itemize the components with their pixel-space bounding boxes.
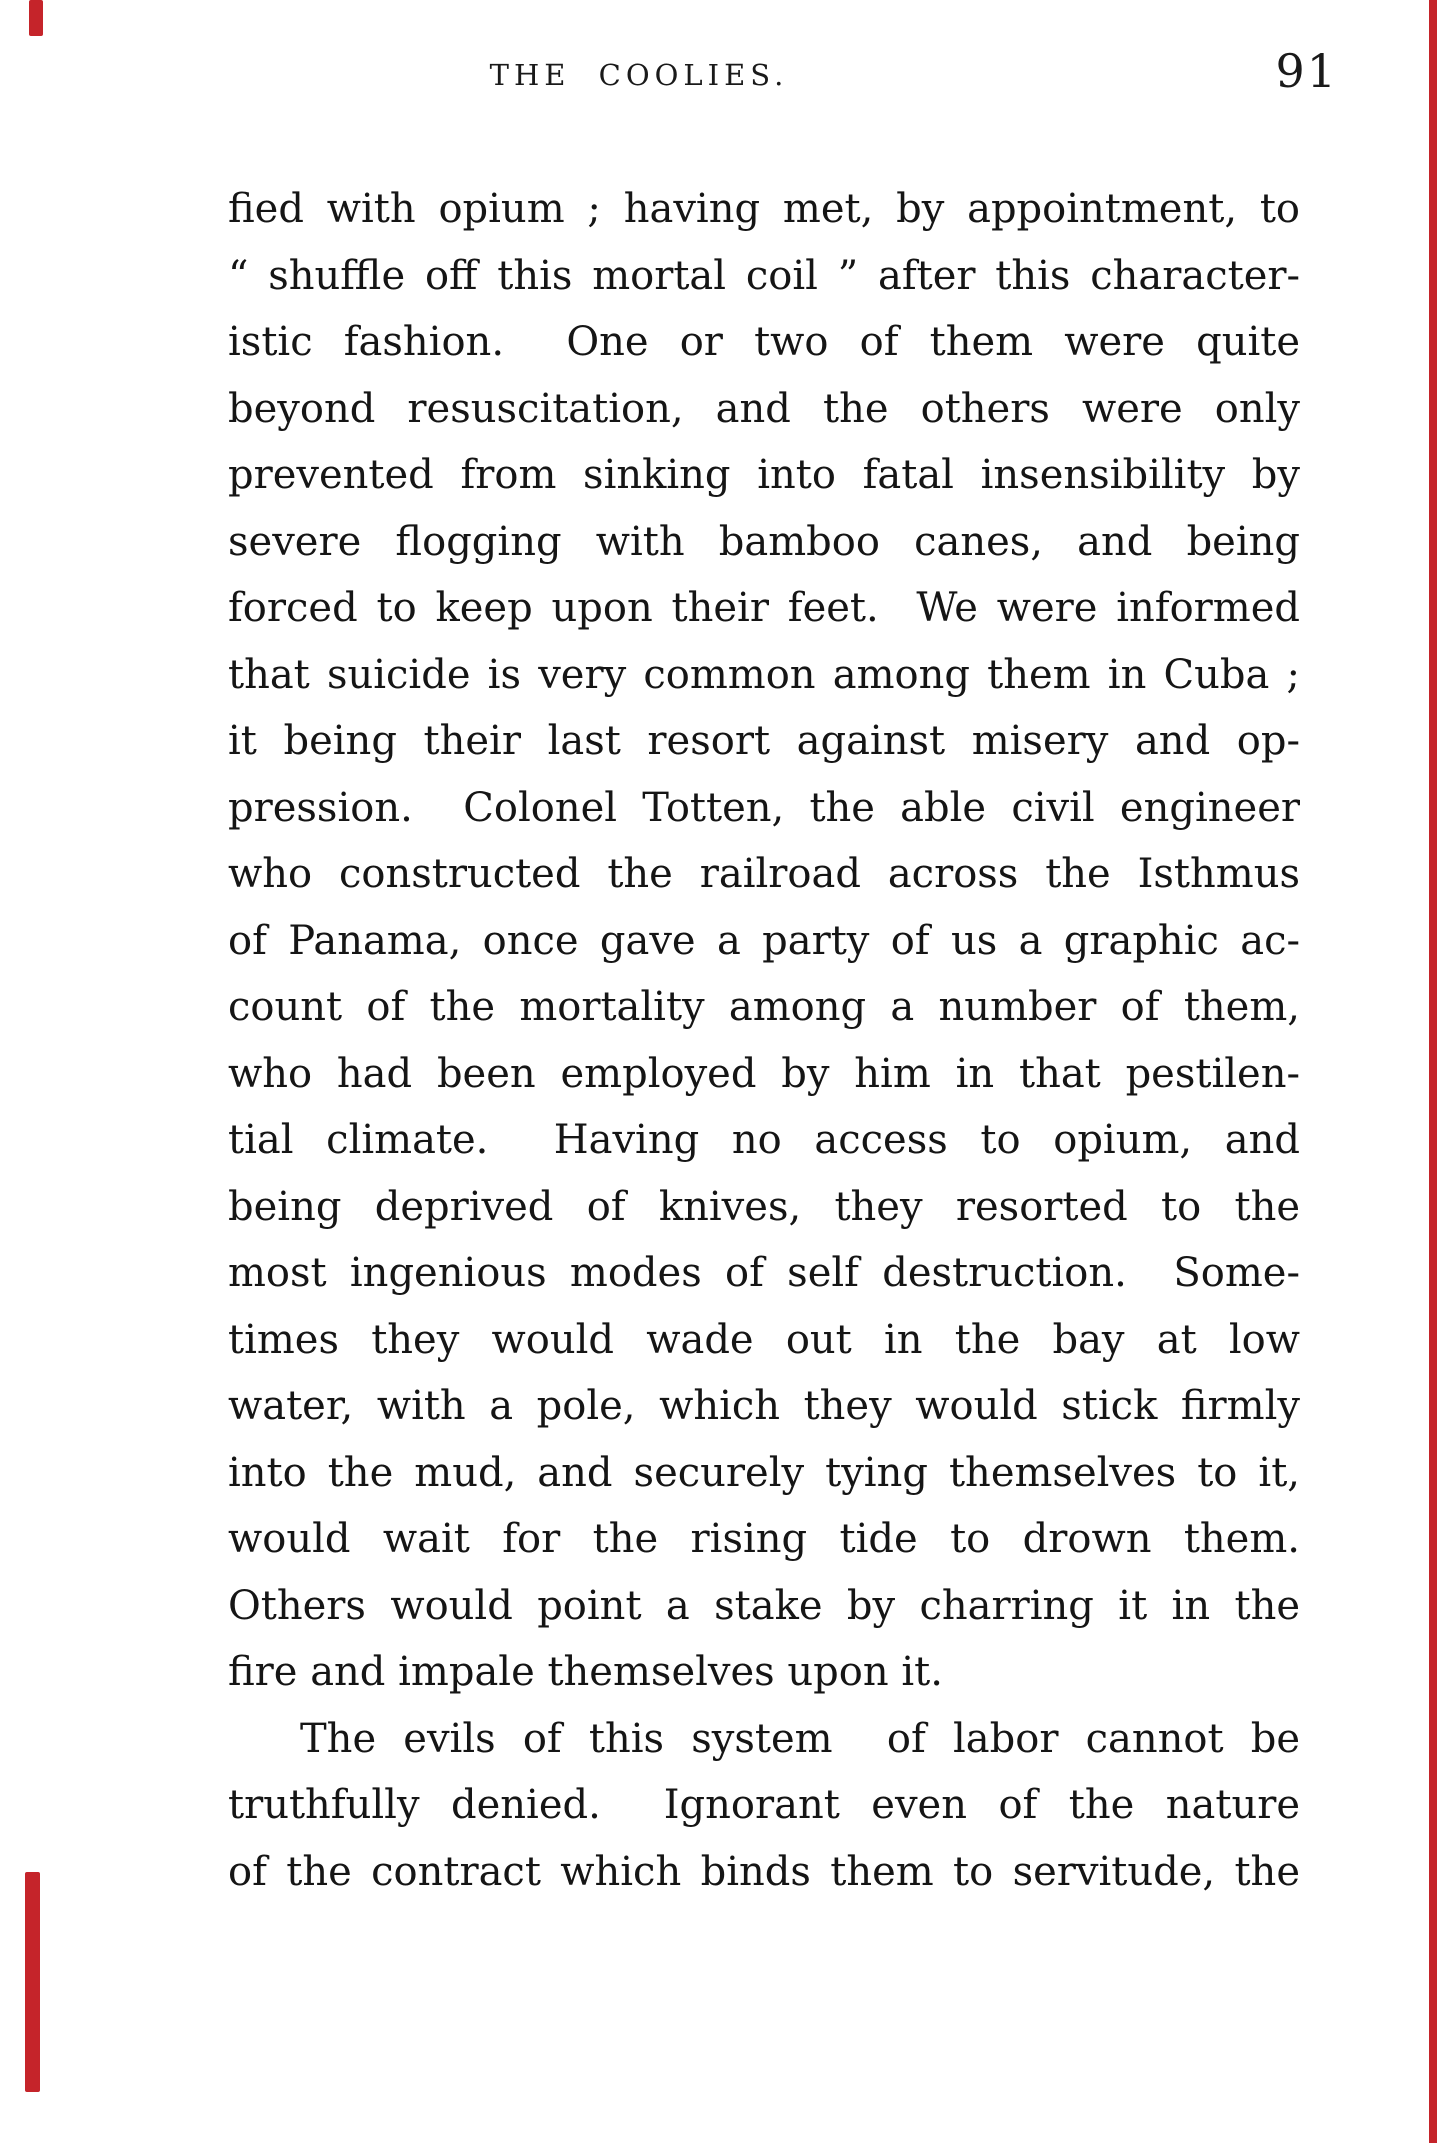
page-header xyxy=(0,58,1278,92)
text-line: Others would point a stake by charring it in the xyxy=(228,1582,1300,1629)
text-line: of the contract which binds them to servitude, the xyxy=(228,1848,1300,1895)
text-line: water, with a pole, which they would stick firmly xyxy=(228,1383,1300,1429)
body-text xyxy=(228,176,1300,1905)
scan-edge-artifact-right xyxy=(1429,0,1437,2143)
text-line: forced to keep upon their feet. We were informed xyxy=(228,585,1300,631)
text-line: most ingenious modes of self destruction. Some- xyxy=(228,1250,1300,1296)
text-line: The evils of this system of labor cannot be xyxy=(300,1715,1300,1762)
text-line: beyond resuscitation, and the others were only xyxy=(228,385,1300,432)
text-line: truthfully denied. Ignorant even of the nature xyxy=(228,1782,1300,1828)
text-line: fied with opium ; having met, by appointment, to xyxy=(228,186,1300,232)
text-line: who constructed the railroad across the Isthmus xyxy=(228,851,1300,897)
text-line: prevented from sinking into fatal insensibility by xyxy=(228,452,1300,498)
text-line: severe flogging with bamboo canes, and being xyxy=(228,518,1300,565)
page-title: THE COOLIES. xyxy=(489,58,789,92)
text-line: that suicide is very common among them in Cuba ; xyxy=(228,651,1300,698)
text-line: of Panama, once gave a party of us a graphic ac- xyxy=(228,917,1300,964)
text-line: times they would wade out in the bay at low xyxy=(228,1316,1300,1363)
page-number: 91 xyxy=(1275,44,1338,98)
text-line: count of the mortality among a number of them, xyxy=(228,984,1300,1030)
text-line: istic fashion. One or two of them were quite xyxy=(228,319,1300,365)
text-line: “ shuffle off this mortal coil ” after this character- xyxy=(228,252,1300,299)
scan-edge-artifact-top-left xyxy=(29,0,43,36)
text-line: pression. Colonel Totten, the able civil engineer xyxy=(228,784,1300,831)
text-line: it being their last resort against misery and op- xyxy=(228,718,1300,764)
text-line: tial climate. Having no access to opium, and xyxy=(228,1117,1300,1163)
text-line: into the mud, and securely tying themselves to it, xyxy=(228,1449,1300,1496)
scan-edge-artifact-left-lower xyxy=(25,1872,40,2092)
text-line: who had been employed by him in that pestilen- xyxy=(228,1050,1300,1097)
text-line: being deprived of knives, they resorted to the xyxy=(228,1183,1300,1230)
text-line: fire and impale themselves upon it. xyxy=(228,1649,943,1695)
text-line: would wait for the rising tide to drown them. xyxy=(228,1516,1300,1562)
